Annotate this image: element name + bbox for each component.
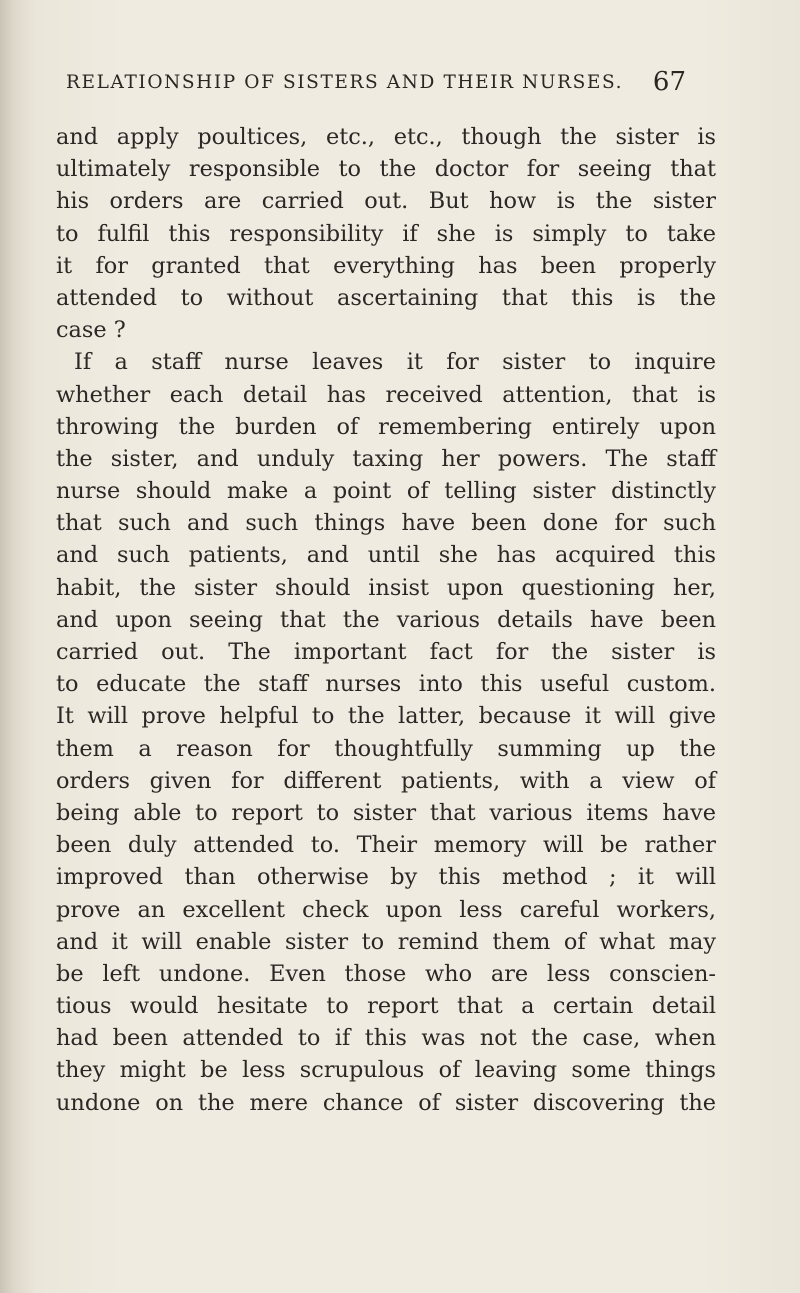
text-line: them a reason for thoughtfully summing up the xyxy=(56,735,716,762)
text-line: that such and such things have been done for such xyxy=(56,510,716,537)
text-line: It will prove helpful to the latter, because it will give xyxy=(56,703,716,730)
text-line: they might be less scrupulous of leaving some things xyxy=(56,1057,716,1084)
text-line: being able to report to sister that various items have xyxy=(56,799,716,826)
text-line: tious would hesitate to report that a certain detail xyxy=(56,993,716,1020)
text-line: improved than otherwise by this method ; it will xyxy=(56,864,716,891)
text-line: and such patients, and until she has acquired this xyxy=(56,542,716,569)
text-line: whether each detail has received attention, that is xyxy=(56,381,716,408)
text-line: the sister, and unduly taxing her powers. The staff xyxy=(56,445,716,472)
text-line: and apply poultices, etc., etc., though the sister is xyxy=(56,124,716,150)
text-line: prove an excellent check upon less careful workers, xyxy=(56,896,716,923)
text-line: to educate the staff nurses into this useful custom. xyxy=(56,671,716,698)
text-line: attended to without ascertaining that this is the xyxy=(56,284,716,311)
page-number: 67 xyxy=(652,67,686,97)
text-line: orders given for different patients, with a view of xyxy=(56,767,716,794)
text-line: ultimately responsible to the doctor for seeing that xyxy=(56,156,716,183)
text-line: had been attended to if this was not the case, when xyxy=(56,1025,716,1052)
text-line: carried out. The important fact for the sister is xyxy=(56,639,716,665)
text-line: been duly attended to. Their memory will be rather xyxy=(56,832,716,859)
text-line: be left undone. Even those who are less conscien- xyxy=(56,960,716,987)
body-text xyxy=(56,121,716,1119)
text-line: case ? xyxy=(56,317,126,344)
text-line: habit, the sister should insist upon questioning her, xyxy=(56,574,716,601)
paragraph-start-line: If a staff nurse leaves it for sister to inquire xyxy=(74,349,716,376)
text-line: undone on the mere chance of sister discovering the xyxy=(56,1089,716,1116)
running-head xyxy=(66,67,686,104)
text-line: and it will enable sister to remind them of what may xyxy=(56,928,716,955)
text-line: throwing the burden of remembering entirely upon xyxy=(56,413,716,440)
text-line: nurse should make a point of telling sister distinctly xyxy=(56,478,716,505)
running-title: RELATIONSHIP OF SISTERS AND THEIR NURSES. xyxy=(66,72,624,93)
text-line: and upon seeing that the various details have been xyxy=(56,606,716,633)
text-line: to fulfil this responsibility if she is simply to take xyxy=(56,220,716,247)
text-line: his orders are carried out. But how is the sister xyxy=(56,188,716,215)
text-line: it for granted that everything has been properly xyxy=(56,252,716,279)
